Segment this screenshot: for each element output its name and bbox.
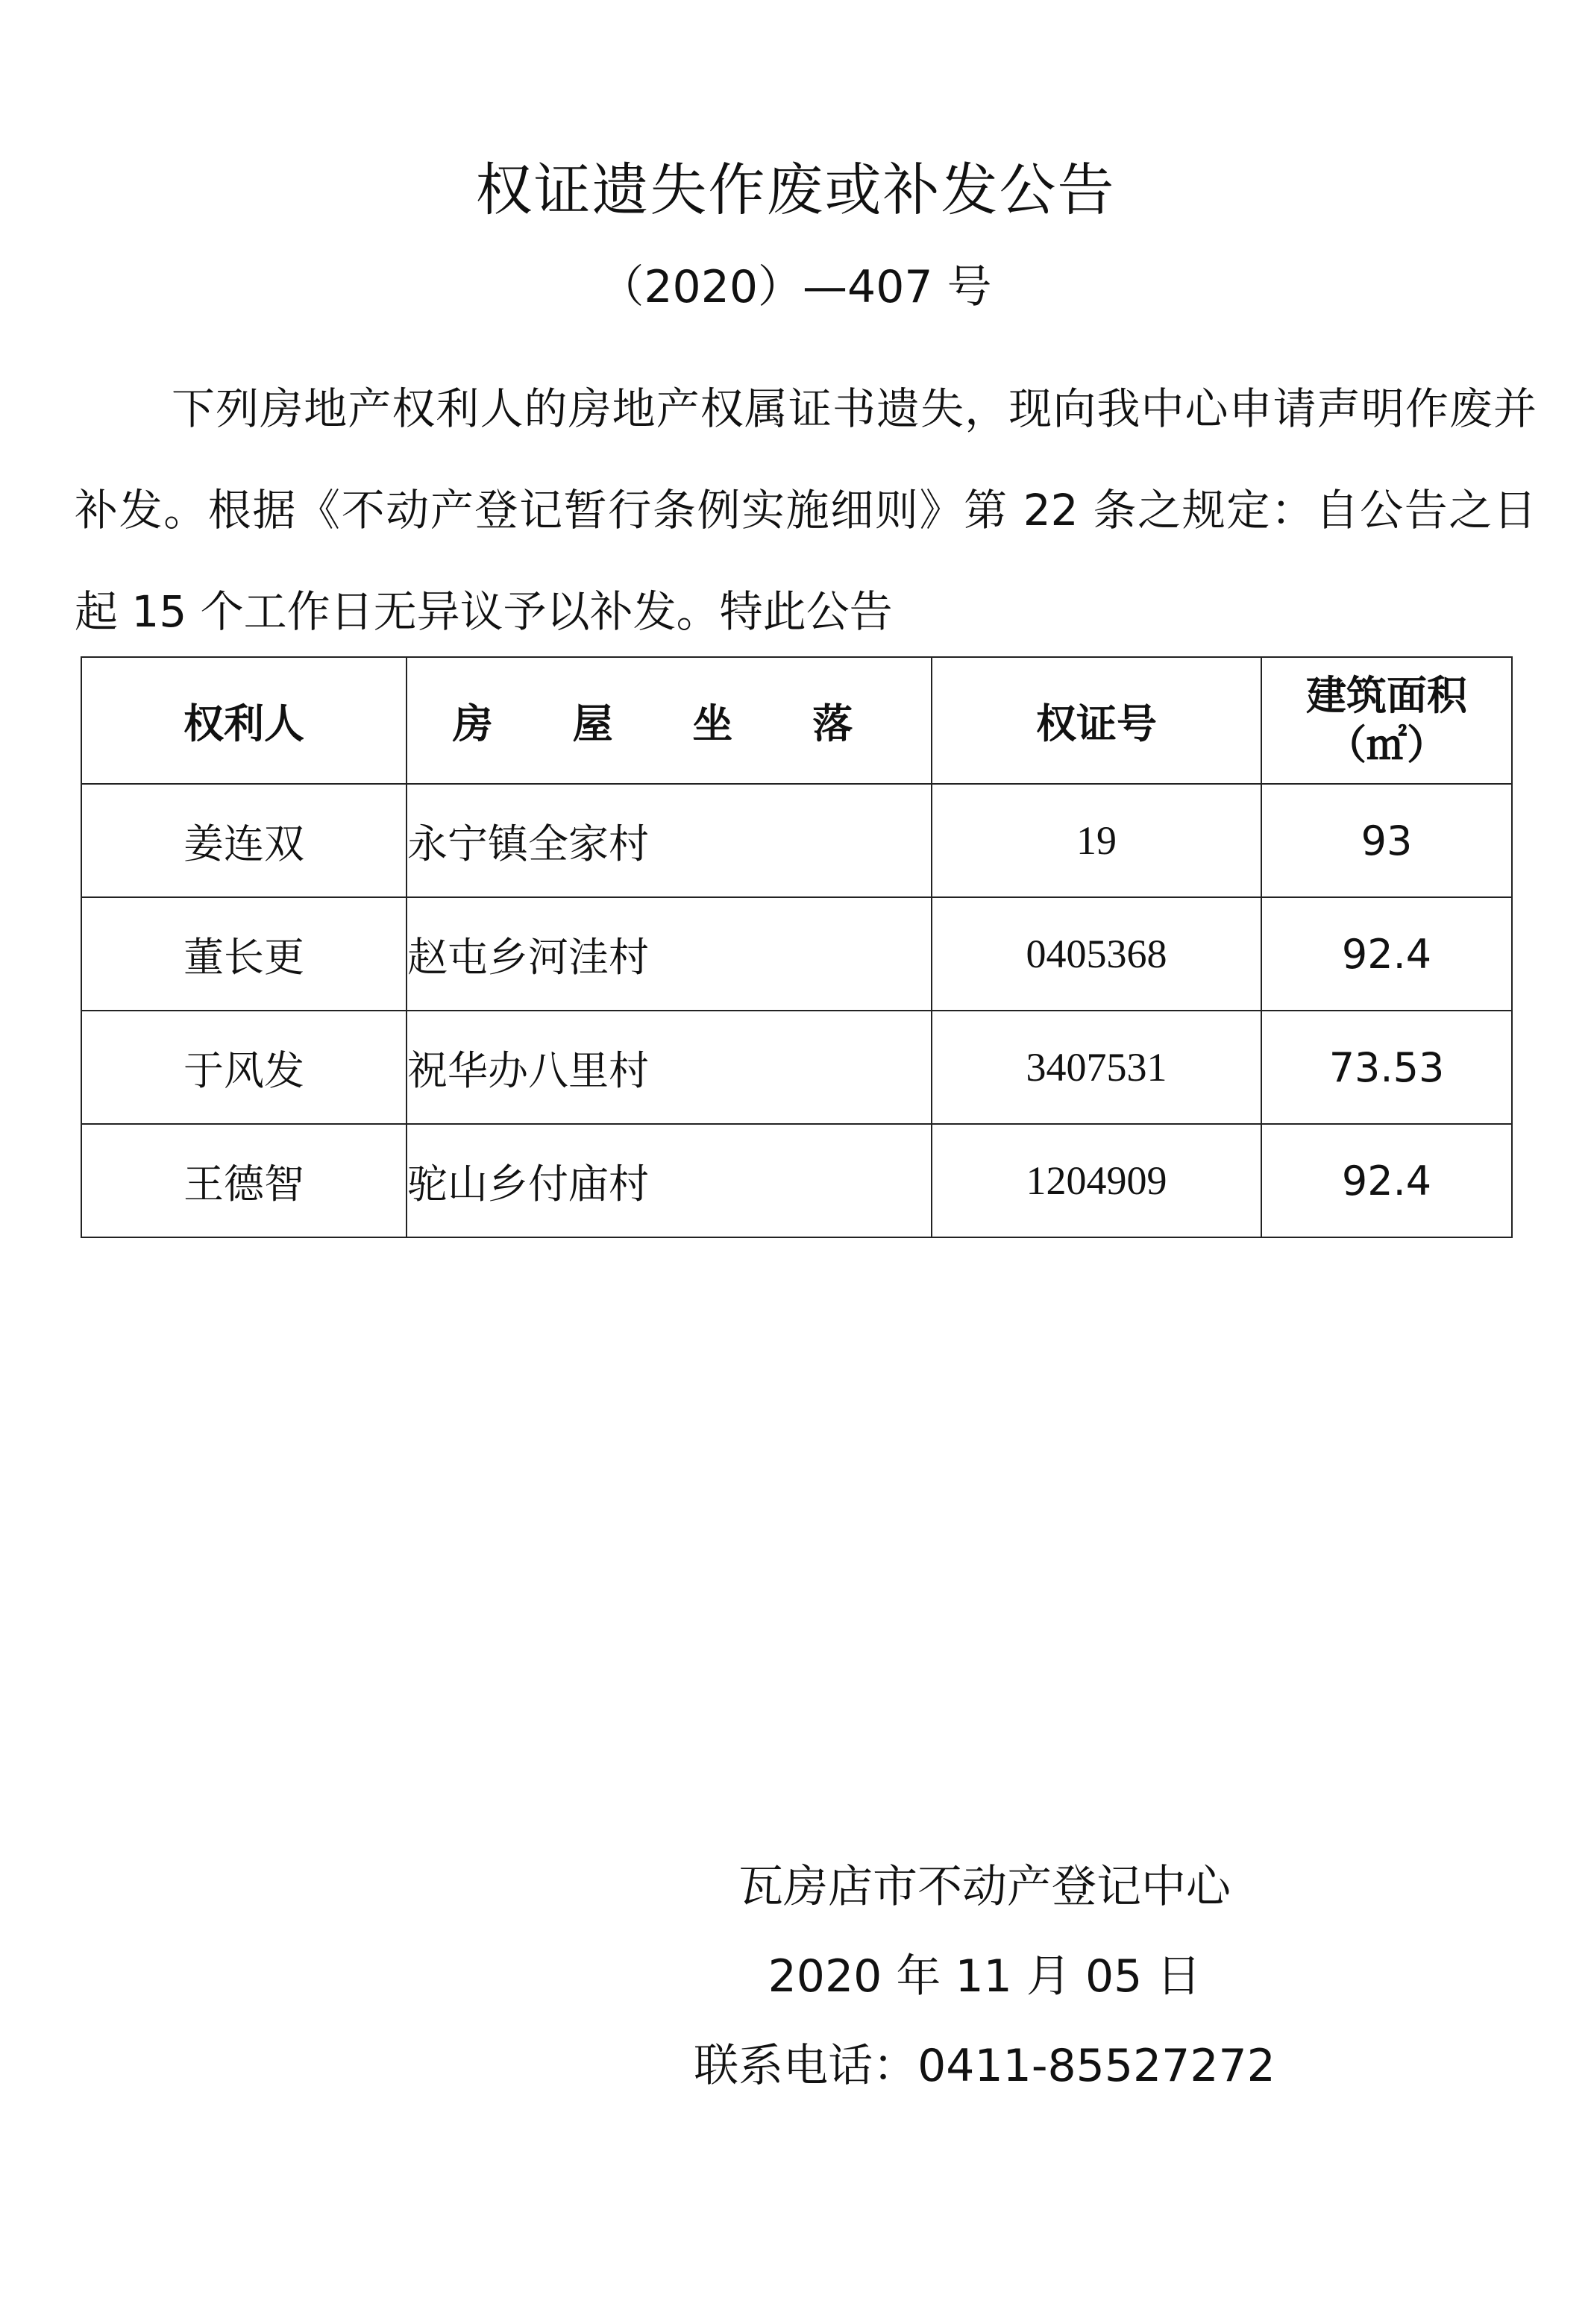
area-cell: 73.53 xyxy=(1261,1011,1512,1124)
header-owner: 权利人 xyxy=(81,657,407,784)
header-location xyxy=(407,657,932,784)
cert-no-cell: 1204909 xyxy=(932,1124,1261,1237)
location-cell: 永宁镇全家村 xyxy=(407,784,932,897)
area-cell: 92.4 xyxy=(1261,897,1512,1011)
header-cert-no: 权证号 xyxy=(932,657,1261,784)
owner-cell: 董长更 xyxy=(81,897,407,1011)
header-area-label: 建筑面积 xyxy=(1306,672,1467,719)
issue-date: 2020 年 11 月 05 日 xyxy=(768,1950,1202,2003)
cert-no-cell: 3407531 xyxy=(932,1011,1261,1124)
records-table xyxy=(81,656,1513,1238)
area-cell: 93 xyxy=(1261,784,1512,897)
location-cell: 赵屯乡河洼村 xyxy=(407,897,932,1011)
location-cell: 祝华办八里村 xyxy=(407,1011,932,1124)
table-row xyxy=(81,1011,1512,1124)
footer-block xyxy=(656,1842,1313,2111)
contact-phone: 联系电话：0411-85527272 xyxy=(694,2040,1275,2092)
location-cell: 驼山乡付庙村 xyxy=(407,1124,932,1237)
table-row xyxy=(81,784,1512,897)
owner-cell: 王德智 xyxy=(81,1124,407,1237)
table-row xyxy=(81,1124,1512,1237)
cert-no-cell: 0405368 xyxy=(932,897,1261,1011)
cert-no-cell: 19 xyxy=(932,784,1261,897)
table-row xyxy=(81,897,1512,1011)
table-header-row xyxy=(81,657,1512,784)
announcement-body: 下列房地产权利人的房地产权属证书遗失，现向我中心申请声明作废并补发。根据《不动产登记暂行条例实施细则》第 22 条之规定：自公告之日起 15 个工作日无异议予以补发。特此公告 xyxy=(75,383,1537,637)
issuer-name: 瓦房店市不动产登记中心 xyxy=(738,1861,1231,1913)
header-location-label: 房 屋 坐 落 xyxy=(452,700,886,747)
document-number: （2020）—407 号 xyxy=(599,261,992,313)
owner-cell: 于风发 xyxy=(81,1011,407,1124)
page-title: 权证遗失作废或补发公告 xyxy=(475,157,1116,223)
header-area-unit: （㎡） xyxy=(1326,721,1447,768)
area-cell: 92.4 xyxy=(1261,1124,1512,1237)
header-area xyxy=(1261,657,1512,784)
owner-cell: 姜连双 xyxy=(81,784,407,897)
